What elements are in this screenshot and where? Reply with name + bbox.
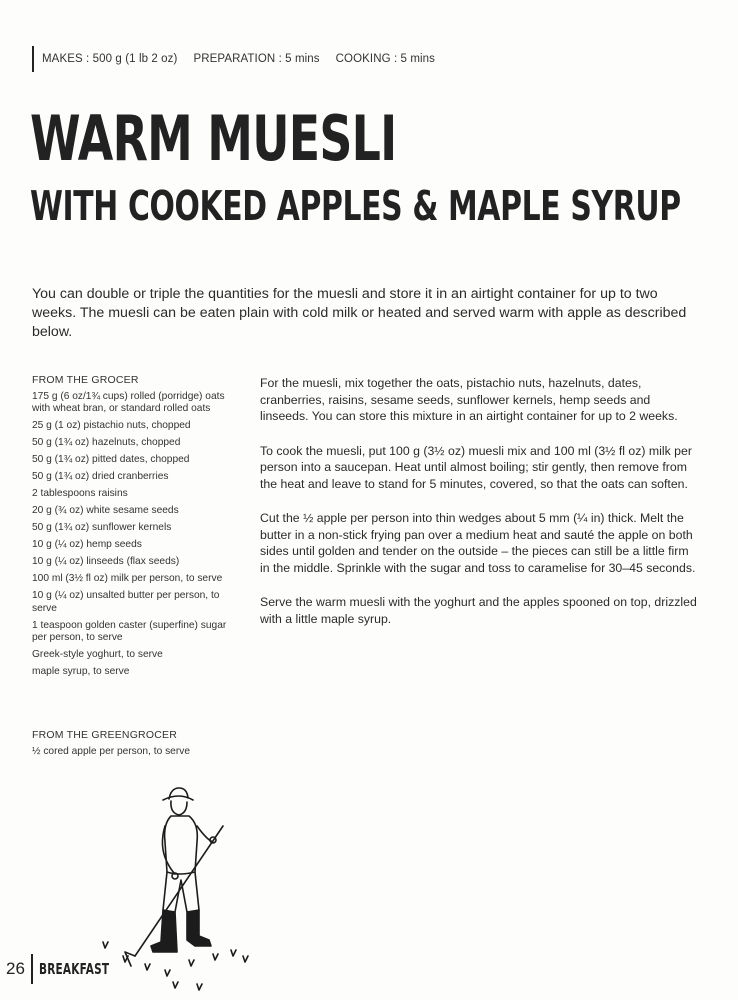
ingredient-item: 50 g (1¾ oz) dried cranberries	[32, 471, 169, 482]
ingredient-item: 50 g (1¾ oz) hazelnuts, chopped	[32, 437, 181, 448]
ingredient-item: 10 g (¼ oz) unsalted butter per person, to serve	[32, 590, 220, 614]
ingredient-item: 10 g (¼ oz) linseeds (flax seeds)	[32, 556, 180, 567]
method-paragraph: Serve the warm muesli with the yoghurt and the apples spooned on top, drizzled with a little maple syrup.	[260, 595, 697, 626]
ingredient-item: 25 g (1 oz) pistachio nuts, chopped	[32, 420, 191, 431]
ingredients-grocer	[32, 374, 242, 683]
ingredient-item: Greek-style yoghurt, to serve	[32, 649, 163, 660]
method-paragraph: Cut the ½ apple per person into thin wedges about 5 mm (¼ in) thick. Melt the butter in a non-stick frying pan over a medium heat and sauté the apple on both sides until golden and tender on the outside – the pieces can still be a little firm in the middle. Sprinkle with the sugar and toss to caramelise for 30–45 seconds.	[260, 511, 696, 575]
ingredient-item: 10 g (¼ oz) hemp seeds	[32, 539, 142, 550]
method-steps	[260, 375, 700, 645]
grocer-list	[32, 391, 242, 679]
method-paragraph: For the muesli, mix together the oats, pistachio nuts, hazelnuts, dates, cranberries, raisins, sesame seeds, sunflower kernels, hemp seeds and linseeds. You can store this mixture in an airtight container for up to 2 weeks.	[260, 376, 678, 423]
recipe-title: WARM MUESLI	[30, 102, 397, 175]
ingredient-item: 50 g (1¾ oz) sunflower kernels	[32, 522, 172, 533]
recipe-intro: You can double or triple the quantities for the muesli and store it in an airtight container for up to two weeks. The muesli can be eaten plain with cold milk or heated and served warm with apple as described below.	[32, 286, 687, 340]
makes-info: MAKES : 500 g (1 lb 2 oz)	[42, 53, 178, 65]
preparation-info: PREPARATION : 5 mins	[193, 53, 320, 65]
footer-divider	[31, 954, 33, 984]
greengrocer-list	[32, 746, 242, 759]
ingredient-item: 2 tablespoons raisins	[32, 488, 128, 499]
ingredient-item: 100 ml (3½ fl oz) milk per person, to serve	[32, 573, 223, 584]
recipe-subtitle: WITH COOKED APPLES & MAPLE SYRUP	[30, 182, 681, 230]
page-number: 26	[6, 959, 25, 978]
section-name: BREAKFAST	[38, 960, 110, 978]
cooking-info: COOKING : 5 mins	[335, 53, 436, 65]
ingredients-greengrocer	[32, 729, 242, 763]
ingredient-item: 175 g (6 oz/1¾ cups) rolled (porridge) oats with wheat bran, or standard rolled oats	[32, 390, 225, 414]
method-paragraph: To cook the muesli, put 100 g (3½ oz) muesli mix and 100 ml (3½ fl oz) milk per person into a saucepan. Heat until almost boiling; stir gently, then remove from the heat and leave to stand for 5 minutes, covered, so that the oats can soften.	[260, 443, 692, 491]
ingredient-item: maple syrup, to serve	[32, 666, 130, 677]
grocer-heading: FROM THE GROCER	[32, 374, 139, 386]
page-footer	[6, 952, 139, 986]
recipe-meta	[32, 46, 435, 72]
ingredient-item: ½ cored apple per person, to serve	[32, 745, 191, 757]
ingredient-item: 1 teaspoon golden caster (superfine) sugar per person, to serve	[32, 619, 227, 643]
ingredient-item: 50 g (1¾ oz) pitted dates, chopped	[32, 454, 190, 465]
ingredient-item: 20 g (¾ oz) white sesame seeds	[32, 505, 179, 516]
greengrocer-heading: FROM THE GREENGROCER	[32, 729, 177, 741]
